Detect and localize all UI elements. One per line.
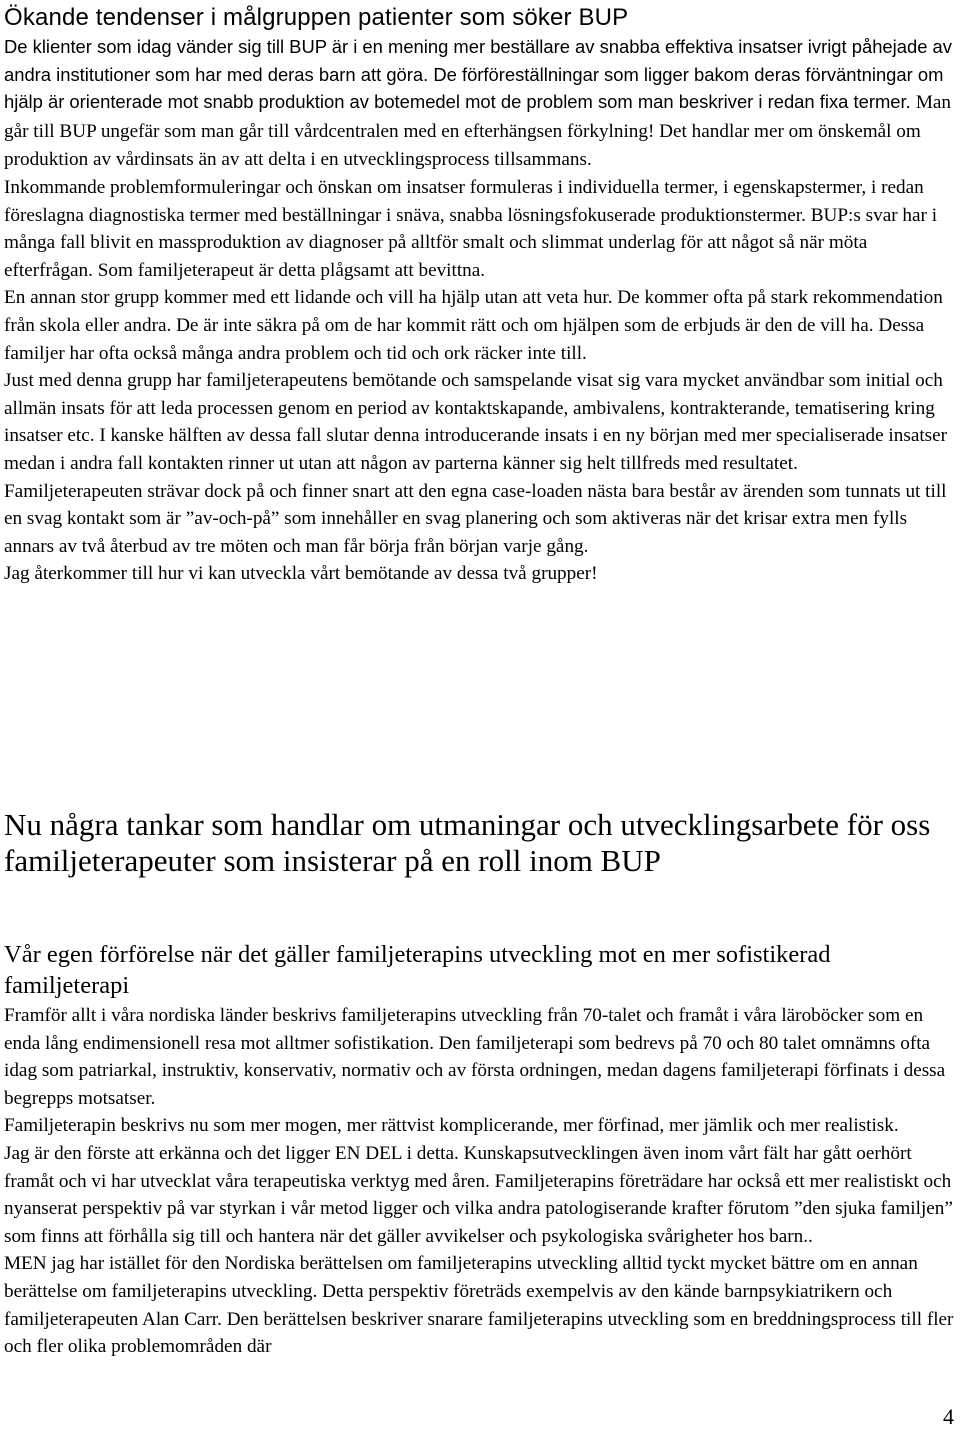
body-paragraph: Jag är den förste att erkänna och det ligger EN DEL i detta. Kunskapsutvecklingen även inom vårt fält har gått oerhört framåt och vi har utvecklat våra terapeutiska verktyg med åren. Familjeterapins företrädare har också ett mer realistiskt och nyanserat perspektiv på var styrkan i vår metod ligger och vilka andra patologiserande krafter förutom ”den sjuka familjen” som finns att förhålla sig till och hantera när det gäller avvikelser och psykologiska svårigheter hos barn.. [4, 1142, 953, 1247]
subsection-heading: Vår egen förförelse när det gäller familjeterapins utveckling mot en mer sofistikerad familjeterapi [4, 941, 831, 999]
page-number: 4 [943, 1404, 954, 1429]
intro-serif-text: Man går till BUP ungefär som man går till vårdcentralen med en efterhängsen förkylning! Det handlar mer om önskemål om produktion av vårdinsats än av att delta i en utvecklingsprocess tillsammans. [4, 92, 952, 171]
body-paragraph: Familjeterapeuten strävar dock på och finner snart att den egna case-loaden nästa bara består av ärenden som tunnats ut till en svag kontakt som är ”av-och-på” som innehåller en svag planering och som aktiveras när det krisar extra men fylls annars av två återbud av tre möten och man får börja från början varje gång. [4, 480, 947, 557]
body-paragraph: Jag återkommer till hur vi kan utveckla vårt bemötande av dessa två grupper! [4, 563, 598, 585]
body-paragraph: En annan stor grupp kommer med ett lidande och vill ha hjälp utan att veta hur. De kommer ofta på stark rekommendation från skola eller andra. De är inte säkra på om de har kommit rätt och om hjälpen som de erbjuds är den de vill ha. Dessa familjer har ofta också många andra problem och tid och ork räcker inte till. [4, 287, 943, 364]
intro-paragraph [4, 33, 954, 174]
chapter-heading: Nu några tankar som handlar om utmaningar och utvecklingsarbete för oss familjeterapeuter som insisterar på en roll inom BUP [4, 807, 931, 878]
section-heading: Ökande tendenser i målgruppen patienter som söker BUP [4, 4, 629, 31]
intro-sans-text: De klienter som idag vänder sig till BUP är i en mening mer beställare av snabba effektiva insatser ivrigt påhejade av andra institutioner som har med deras barn att göra. De förföreställningar som ligger bakom deras förväntningar om hjälp är orienterade mot snabb produktion av botemedel mot de problem som man beskriver i redan fixa termer. [4, 36, 952, 113]
body-paragraph: Just med denna grupp har familjeterapeutens bemötande och samspelande visat sig vara mycket användbar som initial och allmän insats för att leda processen genom en period av kontaktskapande, ambivalens, kontrakterande, tematisering kring insatser etc. I kanske hälften av dessa fall slutar denna introducerande insats i en ny början med mer specialiserade insatser medan i andra fall kontakten rinner ut utan att någon av parterna känner sig helt tillfreds med resultatet. [4, 370, 948, 474]
body-paragraph: Familjeterapin beskrivs nu som mer mogen, mer rättvist komplicerande, mer förfinad, mer jämlik och mer realistisk. [4, 1115, 899, 1137]
body-paragraph: Inkommande problemformuleringar och önskan om insatser formuleras i individuella termer, i egenskapstermer, i redan föreslagna diagnostiska termer med beställningar i snäva, snabba lösningsfokuserade produktionstermer. BUP:s svar har i många fall blivit en massproduktion av diagnoser på alltför smalt och slimmat underlag för att något så när möta efterfrågan. Som familjeterapeut är detta plågsamt att bevittna. [4, 176, 938, 281]
section-family-therapy [4, 1002, 954, 1361]
body-paragraph: MEN jag har istället för den Nordiska berättelsen om familjeterapins utveckling alltid tyckt mycket bättre om en annan berättelse om familjeterapins utveckling. Detta perspektiv företräds exempelvis av den kände barnpsykiatrikern och familjeterapeuten Alan Carr. Den berättelsen beskriver snarare familjeterapins utveckling som en breddningsprocess till fler och fler olika problemområden där [4, 1253, 954, 1358]
section-target-group [4, 0, 954, 588]
body-paragraph: Framför allt i våra nordiska länder beskrivs familjeterapins utveckling från 70-talet och framåt i våra läroböcker som en enda lång endimensionell resa mot alltmer sofistikation. Den familjeterapi som bedrevs på 70 och 80 talet omnämns ofta idag som patriarkal, instruktiv, konservativ, normativ och av första ordningen, medan dagens familjeterapi förfinats i dessa begrepps motsatser. [4, 1005, 946, 1109]
